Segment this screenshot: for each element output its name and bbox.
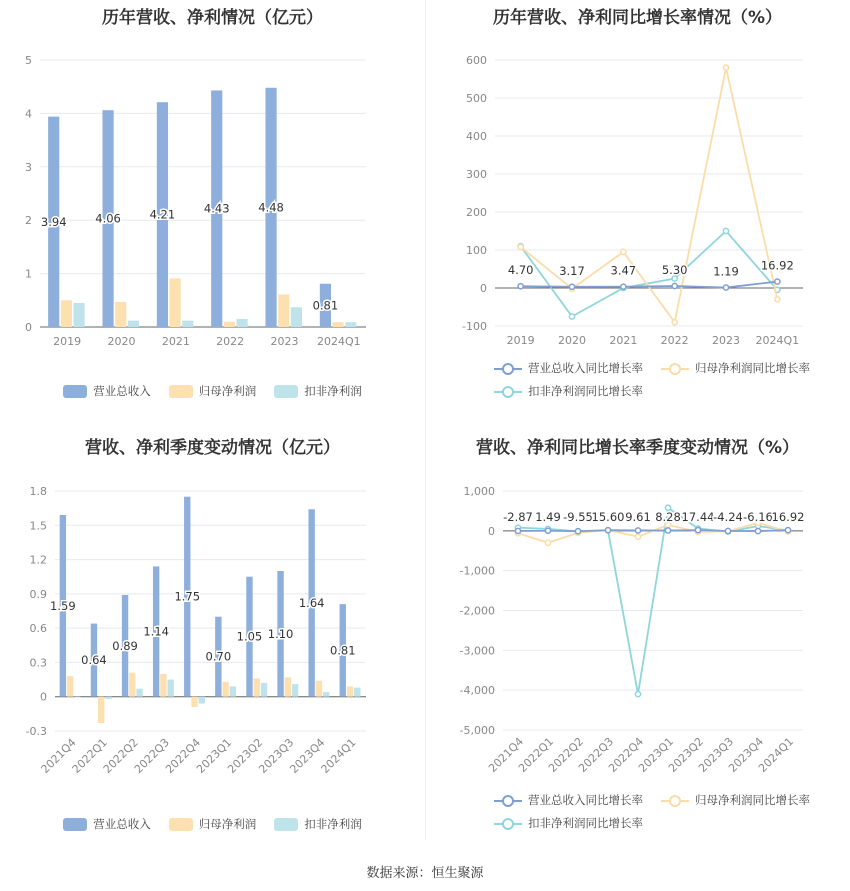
data-label: -4.24	[713, 510, 743, 524]
bar-deducted-profit	[237, 319, 248, 327]
data-label: 4.06	[95, 211, 121, 226]
bar-deducted-profit	[354, 688, 360, 697]
y-tick-label: 500	[466, 92, 487, 105]
data-point	[635, 692, 640, 697]
y-tick-label: -2,000	[459, 604, 495, 618]
y-tick-label: 0.6	[29, 622, 47, 636]
x-tick-label: 2022Q1	[69, 735, 110, 776]
data-label: -6.16	[743, 510, 773, 524]
y-tick-label: 5	[25, 54, 32, 67]
bar-net-profit	[278, 294, 289, 327]
data-point	[515, 528, 520, 533]
quarterly-revenue-profit-panel	[0, 425, 425, 855]
bar-net-profit	[316, 681, 322, 697]
data-label: 17.44	[681, 510, 715, 524]
data-label: 1.49	[535, 510, 561, 524]
data-point	[755, 528, 760, 533]
x-tick-label: 2023Q4	[726, 734, 767, 775]
data-label: 0.64	[81, 653, 107, 668]
x-tick-label: 2021	[609, 334, 638, 347]
chart-title: 营收、净利季度变动情况（亿元）	[85, 438, 340, 458]
y-tick-label: -3,000	[459, 644, 495, 658]
data-point	[518, 244, 523, 249]
x-tick-label: 2024Q1	[317, 335, 361, 348]
x-tick-label: 2021Q4	[38, 735, 79, 776]
bar-deducted-profit	[128, 321, 139, 327]
legend-item-revenue-growth[interactable]	[494, 792, 643, 808]
data-label: 0.81	[312, 298, 339, 313]
legend-item-revenue[interactable]	[63, 816, 151, 832]
legend-label: 归母净利润	[198, 384, 257, 398]
data-label: 3.47	[610, 263, 637, 278]
legend-item-deducted-profit[interactable]	[274, 383, 362, 399]
legend-label: 扣非净利润同比增长率	[528, 816, 643, 830]
data-label: 15.60	[591, 510, 625, 524]
data-label: 4.21	[149, 207, 176, 222]
legend-label: 扣非净利润	[304, 817, 362, 831]
legend-swatch	[494, 385, 522, 398]
y-tick-label: 1	[25, 267, 32, 281]
series-line-revenue	[518, 530, 788, 531]
data-point	[695, 528, 700, 533]
y-tick-label: 1.2	[29, 553, 47, 567]
quarterly-bar-chart	[0, 425, 425, 855]
data-label: 1.64	[298, 596, 325, 610]
data-point	[672, 283, 677, 288]
legend	[425, 792, 850, 838]
bar-net-profit	[191, 697, 197, 707]
legend-label: 归母净利润	[198, 817, 257, 831]
x-tick-label: 2022Q1	[516, 734, 557, 775]
y-tick-label: 2	[25, 214, 32, 228]
bar-net-profit	[160, 674, 166, 697]
data-point	[569, 314, 574, 319]
x-tick-label: 2023Q3	[256, 735, 297, 776]
y-tick-label: 400	[466, 130, 487, 143]
data-label: 0.89	[112, 638, 138, 653]
legend-label: 营业总收入同比增长率	[528, 793, 643, 807]
x-tick-label: 2021	[161, 335, 190, 348]
x-tick-label: 2022Q2	[100, 735, 141, 776]
data-label: -9.55	[563, 510, 593, 524]
annual-revenue-profit-panel	[0, 0, 425, 430]
data-label: 1.19	[713, 264, 739, 279]
legend-swatch	[63, 385, 87, 398]
annual-bar-chart	[0, 0, 425, 430]
y-tick-label: 0	[25, 321, 32, 334]
bar-net-profit	[61, 300, 72, 327]
bar-deducted-profit	[345, 322, 356, 327]
x-tick-label: 2023Q1	[636, 734, 677, 775]
x-tick-label: 2024Q1	[318, 735, 359, 776]
y-tick-label: 0.3	[29, 656, 47, 670]
data-point	[775, 279, 780, 284]
legend-swatch	[274, 818, 298, 831]
y-tick-label: 0	[40, 690, 47, 704]
data-point	[569, 284, 574, 289]
data-label: 1.05	[236, 629, 263, 644]
data-label: 4.48	[258, 200, 284, 215]
data-point	[775, 297, 780, 302]
x-tick-label: 2023Q2	[225, 735, 266, 776]
y-tick-label: 600	[466, 54, 487, 67]
bar-deducted-profit	[74, 303, 85, 327]
bar-deducted-profit	[136, 689, 142, 697]
legend-label: 归母净利润同比增长率	[695, 361, 810, 375]
data-point	[672, 320, 677, 325]
bar-net-profit	[222, 682, 228, 697]
x-tick-label: 2023Q4	[287, 735, 328, 776]
bar-net-profit	[169, 278, 180, 327]
legend	[0, 383, 425, 406]
x-tick-label: 2023	[270, 335, 299, 348]
data-label: 5.30	[661, 262, 688, 277]
bar-deducted-profit	[105, 697, 111, 699]
legend-swatch	[169, 818, 193, 831]
y-tick-label: -100	[462, 320, 487, 333]
data-label: 1.59	[50, 598, 76, 613]
data-label: 16.92	[771, 510, 805, 524]
y-tick-label: 3	[25, 160, 32, 174]
x-tick-label: 2022	[660, 334, 689, 347]
data-label: 4.43	[203, 201, 230, 216]
legend-label: 营业总收入	[93, 817, 151, 831]
legend-item-deducted-profit[interactable]	[274, 816, 362, 832]
legend-swatch	[169, 385, 193, 398]
legend-item-net-profit-growth[interactable]	[661, 360, 810, 376]
y-tick-label: 1.8	[29, 485, 47, 498]
chart-title: 历年营收、净利情况（亿元）	[102, 8, 323, 28]
y-tick-label: 4	[25, 107, 32, 121]
chart-title: 历年营收、净利同比增长率情况（%）	[492, 8, 783, 28]
data-point	[635, 528, 640, 533]
bar-deducted-profit	[323, 692, 329, 697]
x-tick-label: 2022Q3	[576, 734, 617, 775]
x-tick-label: 2023Q2	[666, 734, 707, 775]
x-tick-label: 2024Q1	[755, 334, 800, 347]
data-label: 0.81	[329, 643, 356, 658]
chart-title: 营收、净利同比增长率季度变动情况（%）	[475, 438, 800, 458]
x-tick-label: 2022Q3	[131, 735, 172, 776]
data-point	[785, 528, 790, 533]
data-point	[621, 284, 626, 289]
data-label: 1.10	[267, 626, 294, 641]
data-point	[723, 228, 728, 233]
x-tick-label: 2021Q4	[486, 734, 527, 775]
bar-net-profit	[347, 686, 353, 696]
data-label: 1.14	[143, 624, 169, 639]
bar-deducted-profit	[182, 321, 193, 327]
legend-item-net-profit[interactable]	[169, 383, 257, 399]
series-line-deducted	[518, 508, 788, 694]
data-point	[723, 285, 728, 290]
data-point	[575, 529, 580, 534]
data-point	[635, 534, 640, 539]
x-tick-label: 2019	[506, 334, 535, 347]
bar-net-profit	[129, 673, 135, 697]
quarterly-growth-panel	[425, 425, 850, 855]
data-label: 4.70	[507, 263, 534, 278]
legend-item-deducted-growth[interactable]	[494, 383, 643, 399]
quarterly-growth-line-chart	[425, 425, 850, 855]
y-tick-label: 200	[466, 206, 487, 219]
bar-net-profit	[254, 678, 260, 696]
bar-deducted-profit	[199, 697, 205, 704]
data-label: 0.70	[205, 649, 232, 664]
y-tick-label: 1,000	[463, 485, 495, 498]
legend	[425, 360, 850, 406]
data-label: 8.28	[655, 510, 681, 524]
legend-swatch	[494, 794, 522, 807]
x-tick-label: 2022Q2	[546, 734, 587, 775]
bar-deducted-profit	[74, 697, 80, 698]
legend-label: 扣非净利润	[304, 384, 362, 398]
legend-label: 扣非净利润同比增长率	[528, 384, 643, 398]
y-tick-label: 0	[480, 282, 487, 295]
x-tick-label: 2022	[216, 335, 245, 348]
legend-swatch	[661, 794, 689, 807]
legend-label: 归母净利润同比增长率	[695, 793, 810, 807]
data-label: -2.87	[503, 510, 533, 524]
data-label: 3.17	[559, 263, 585, 278]
x-tick-label: 2023Q3	[696, 734, 737, 775]
data-point	[665, 528, 670, 533]
bar-net-profit	[67, 676, 73, 697]
bar-net-profit	[332, 322, 343, 327]
bar-deducted-profit	[292, 684, 298, 697]
series-line-net-profit	[518, 523, 788, 543]
bar-deducted-profit	[167, 680, 173, 697]
data-label: 1.75	[174, 589, 201, 604]
y-tick-label: 0.9	[29, 587, 47, 601]
bar-net-profit	[285, 677, 291, 696]
legend-item-deducted-growth[interactable]	[494, 815, 643, 831]
legend-swatch	[63, 818, 87, 831]
legend-item-net-profit[interactable]	[169, 816, 257, 832]
y-tick-label: -5,000	[459, 724, 495, 737]
x-tick-label: 2020	[107, 335, 136, 348]
legend-swatch	[661, 362, 689, 375]
x-tick-label: 2023Q1	[194, 735, 235, 776]
y-tick-label: 300	[466, 168, 487, 181]
bar-deducted-profit	[291, 307, 302, 327]
bar-deducted-profit	[230, 686, 236, 696]
bar-net-profit	[224, 322, 235, 327]
data-point	[545, 528, 550, 533]
legend-swatch	[494, 817, 522, 830]
data-point	[545, 540, 550, 545]
legend-swatch	[274, 385, 298, 398]
x-tick-label: 2019	[53, 335, 82, 348]
x-tick-label: 2024Q1	[756, 734, 797, 775]
bar-net-profit	[115, 302, 126, 327]
x-tick-label: 2023	[712, 334, 740, 347]
legend-swatch	[494, 362, 522, 375]
legend-item-revenue[interactable]	[63, 383, 151, 399]
y-tick-label: 0	[488, 524, 495, 538]
x-tick-label: 2022Q4	[163, 735, 204, 776]
data-label: 3.94	[40, 214, 67, 229]
annual-growth-panel	[425, 0, 850, 430]
legend-label: 营业总收入	[93, 384, 151, 398]
x-tick-label: 2022Q4	[606, 734, 647, 775]
y-tick-label: -1,000	[459, 564, 495, 578]
data-label: 16.92	[760, 258, 794, 273]
data-point	[605, 528, 610, 533]
legend-item-net-profit-growth[interactable]	[661, 792, 810, 808]
y-tick-label: 100	[466, 244, 487, 257]
legend	[0, 816, 425, 839]
y-tick-label: 1.5	[29, 519, 47, 533]
data-source-note: 数据来源：恒生聚源	[366, 866, 484, 881]
x-tick-label: 2020	[558, 334, 586, 347]
y-tick-label: -0.3	[25, 725, 47, 738]
legend-item-revenue-growth[interactable]	[494, 360, 643, 376]
data-point	[518, 284, 523, 289]
bar-net-profit	[98, 697, 104, 723]
bar-deducted-profit	[261, 683, 267, 697]
y-tick-label: -4,000	[459, 684, 495, 698]
data-point	[723, 65, 728, 70]
data-point	[725, 528, 730, 533]
data-point	[621, 249, 626, 254]
legend-label: 营业总收入同比增长率	[528, 361, 643, 375]
data-label: 9.61	[625, 510, 651, 524]
